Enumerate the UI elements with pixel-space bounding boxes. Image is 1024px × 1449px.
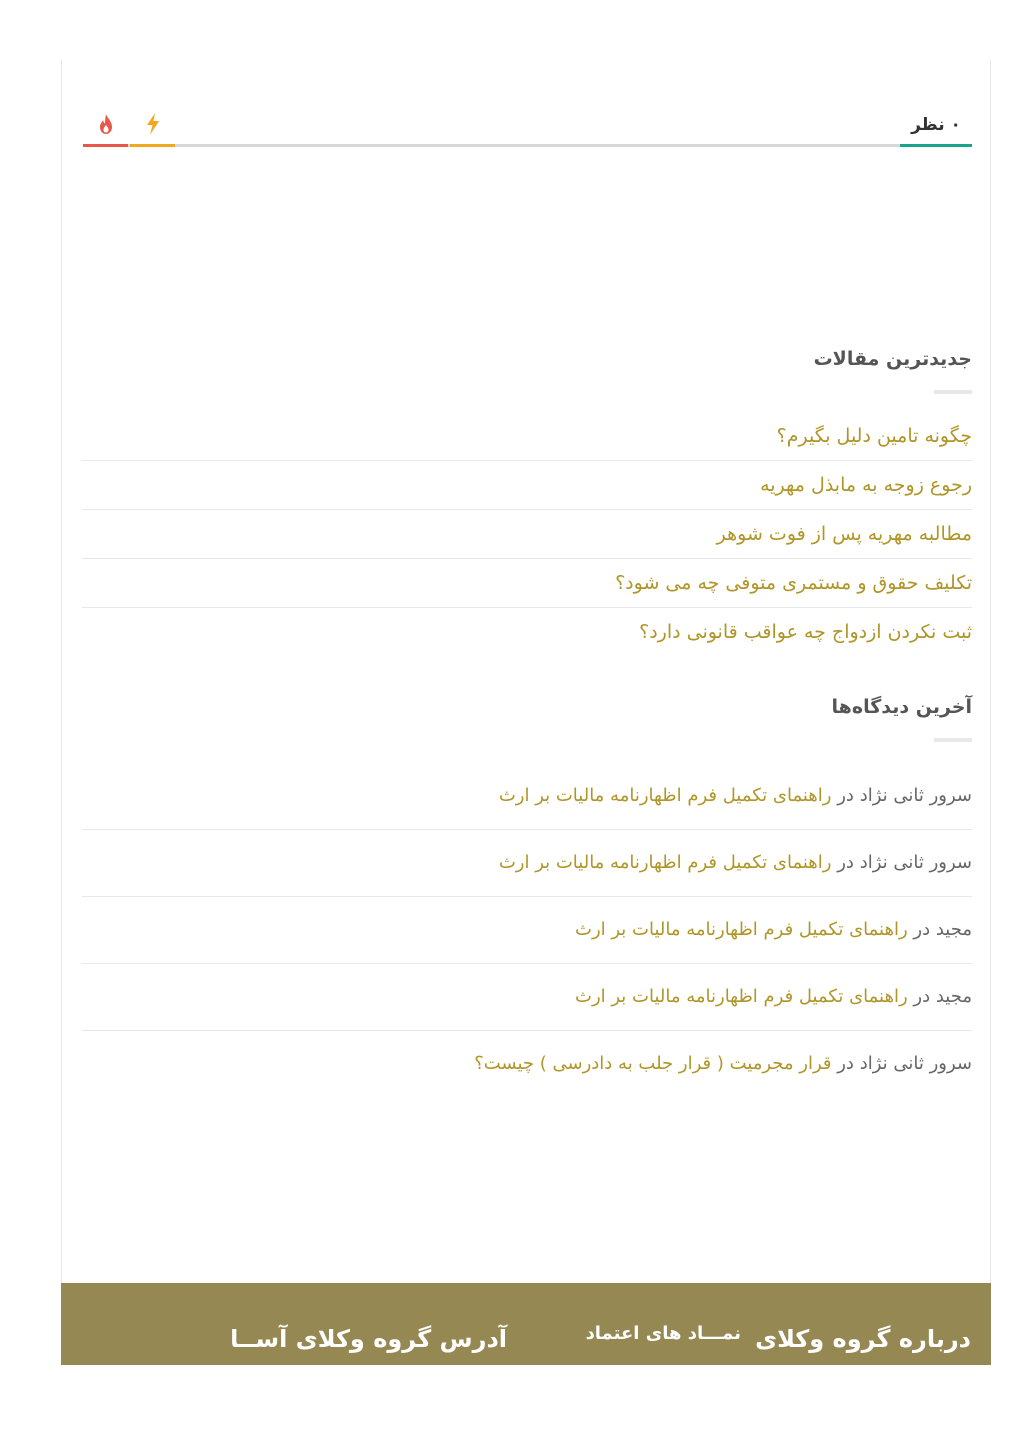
comments-count-label: ۰ نظر <box>911 114 961 135</box>
comment-post-link[interactable]: قرار مجرمیت ( قرار جلب به دادرسی ) چیست؟ <box>474 1053 832 1074</box>
comment-item <box>82 830 972 897</box>
tab-hot-indicator <box>83 144 128 147</box>
tab-hot-comments[interactable] <box>83 106 128 147</box>
latest-post-link[interactable]: چگونه تامین دلیل بگیرم؟ <box>82 412 972 461</box>
latest-post-link[interactable]: ثبت نکردن ازدواج چه عواقب قانونی دارد؟ <box>639 621 972 643</box>
comment-in-word: در <box>837 852 854 873</box>
content-card <box>61 60 991 1365</box>
title-underline <box>934 390 972 394</box>
comment-author: مجید <box>935 919 972 940</box>
fire-icon <box>97 113 115 135</box>
tab-comments-count[interactable] <box>900 106 972 147</box>
comment-in-word: در <box>837 785 854 806</box>
recent-comments-list <box>82 763 972 1097</box>
comment-in-word: در <box>837 1053 854 1074</box>
recent-comments-widget <box>82 692 972 1097</box>
comment-item <box>82 964 972 1031</box>
latest-posts-title: جدیدترین مقالات <box>813 348 972 370</box>
latest-posts-widget <box>82 344 972 656</box>
latest-posts-list <box>82 412 972 656</box>
comments-tab-bar <box>83 106 972 148</box>
tab-trend-indicator <box>130 144 175 147</box>
footer-trust-badges-title: نمـــاد های اعتماد <box>585 1323 741 1344</box>
tab-rail <box>83 144 972 147</box>
comment-author: سرور ثانی نژاد <box>859 785 972 806</box>
comment-post-link[interactable]: راهنمای تکمیل فرم اظهارنامه مالیات بر ارث <box>575 919 908 940</box>
comment-item <box>82 763 972 830</box>
comment-item <box>82 897 972 964</box>
comment-in-word: در <box>913 919 931 940</box>
tab-trending-comments[interactable] <box>130 106 175 147</box>
comment-post-link[interactable]: راهنمای تکمیل فرم اظهارنامه مالیات بر ارث <box>498 785 832 806</box>
title-underline <box>934 738 972 742</box>
comment-item <box>82 1031 972 1097</box>
recent-comments-title: آخرین دیدگاه‌ها <box>831 696 972 718</box>
comment-author: سرور ثانی نژاد <box>859 1053 972 1074</box>
lightning-icon <box>145 112 161 136</box>
footer-about-title: درباره گروه وکلای <box>755 1325 971 1353</box>
latest-post-link[interactable]: تکلیف حقوق و مستمری متوفی چه می شود؟ <box>82 559 972 608</box>
latest-post-link[interactable]: مطالبه مهریه پس از فوت شوهر <box>82 510 972 559</box>
comment-author: مجید <box>935 986 972 1007</box>
latest-post-link[interactable]: رجوع زوجه به مابذل مهریه <box>82 461 972 510</box>
tab-count-indicator <box>900 144 972 147</box>
comment-post-link[interactable]: راهنمای تکمیل فرم اظهارنامه مالیات بر ارث <box>575 986 908 1007</box>
footer-address-title: آدرس گروه وکلای آســا <box>230 1325 507 1353</box>
comment-in-word: در <box>913 986 931 1007</box>
comment-author: سرور ثانی نژاد <box>859 852 972 873</box>
site-footer <box>61 1283 991 1365</box>
comment-post-link[interactable]: راهنمای تکمیل فرم اظهارنامه مالیات بر ارث <box>498 852 832 873</box>
